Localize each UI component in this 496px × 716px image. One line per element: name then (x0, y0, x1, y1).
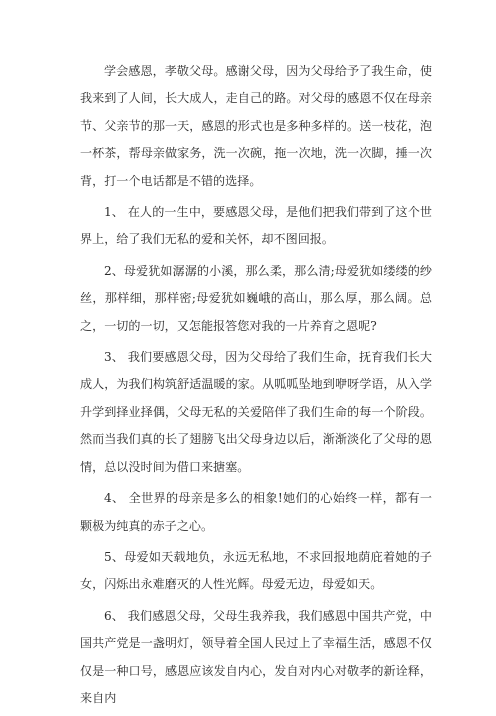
paragraph-item-3: 3、 我们要感恩父母，因为父母给了我们生命，抚育我们长大成人，为我们构筑舒适温暖的家。从呱呱坠地到咿呀学语，从入学升学到择业择偶，父母无私的关爱陪伴了我们生命的每一个阶段。然而当我们真的长了翅膀飞出父母身边以后，渐渐淡化了父母的恩情，总以没时间为借口来搪塞。 (80, 350, 432, 474)
document-body (80, 58, 432, 716)
paragraph-item-2: 2、母爱犹如潺潺的小溪，那么柔，那么清;母爱犹如缕缕的纱丝，那样细，那样密;母爱犹如巍峨的高山，那么厚，那么阔。总之，一切的一切，又怎能报答您对我的一片养育之恩呢? (80, 263, 432, 333)
paragraph-intro: 学会感恩，孝敬父母。感谢父母，因为父母给予了我生命，使我来到了人间，长大成人，走自己的路。对父母的感恩不仅在母亲节、父亲节的那一天，感恩的形式也是多种多样的。送一枝花，泡一杯茶，帮母亲做家务，洗一次碗，拖一次地，洗一次脚，捶一次背，打一个电话都是不错的选择。 (80, 64, 432, 188)
paragraph-item-5: 5、母爱如天载地负，永远无私地，不求回报地荫庇着她的子女，闪烁出永难磨灭的人性光辉。母爱无边，母爱如天。 (80, 549, 432, 592)
paragraph-item-4: 4、 全世界的母亲是多么的相象!她们的心始终一样，都有一颗极为纯真的赤子之心。 (80, 491, 432, 533)
paragraph-item-6: 6、 我们感恩父母，父母生我养我，我们感恩中国共产党，中国共产党是一盏明灯，领导着全国人民过上了幸福生活，感恩不仅仅是一种口号，感恩应该发自内心，发自对内心对敬孝的新诠释，来自内 (80, 608, 432, 705)
paragraph-item-1: 1、 在人的一生中，要感恩父母，是他们把我们带到了这个世界上，给了我们无私的爱和关怀，却不图回报。 (80, 205, 432, 247)
